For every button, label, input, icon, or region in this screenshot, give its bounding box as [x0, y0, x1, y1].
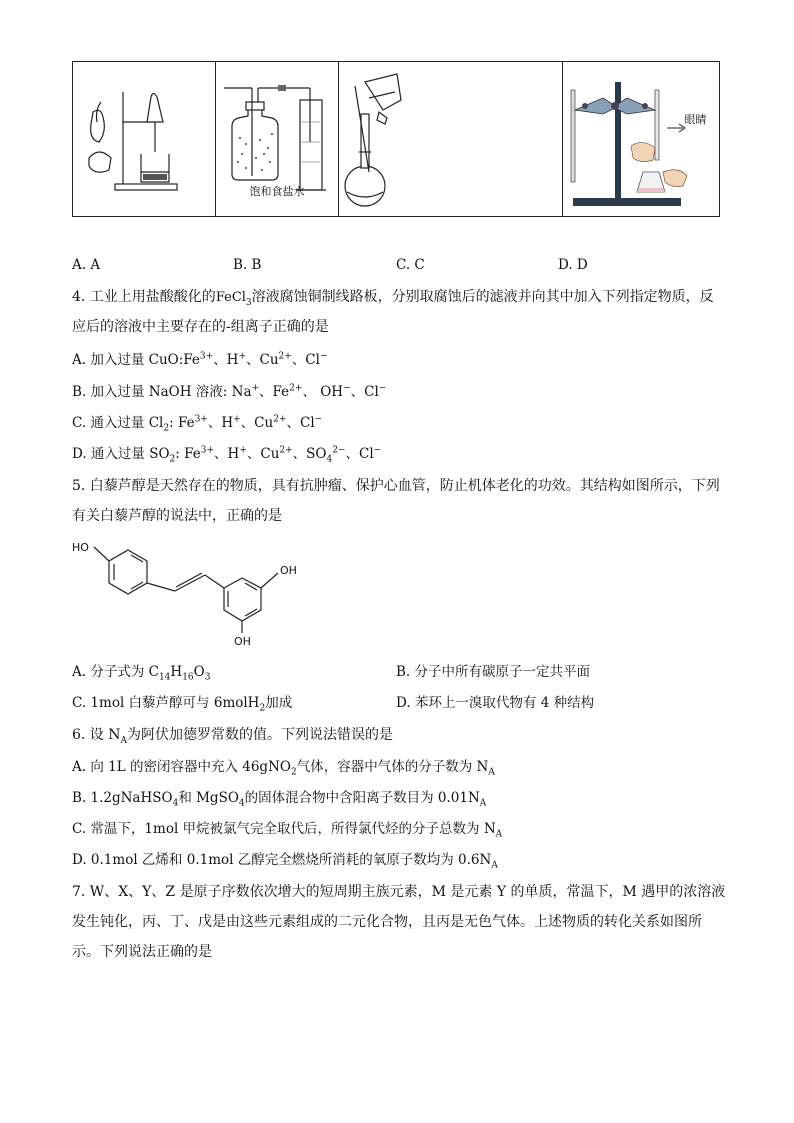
figure-cell-a [73, 62, 216, 216]
titration-stand-image [563, 62, 720, 216]
q7-stem-line2: 发生钝化，丙、丁、戊是由这些元素组成的二元化合物，且丙是无色气体。上述物质的转化关系如图所 [72, 914, 702, 930]
q3-option-a[interactable]: A. A [72, 257, 101, 273]
structure-ho-label: HO [72, 541, 89, 554]
structure-oh-label-2: OH [234, 635, 251, 648]
q4-option-d[interactable]: D. 通入过量 $SO_2$: $Fe^{3+}$、H+、$Cu^{2+}$、$SO_4^{2-}$、Cl− [72, 445, 382, 465]
q5-option-c[interactable]: C. 1mol 白藜芦醇可与 6molH$_2$加成 [72, 695, 293, 714]
structure-oh-label-1: OH [280, 564, 297, 577]
q4-option-b[interactable]: B. 加入过量 NaOH 溶液: Na+、$Fe^{2+}$、 OH−、Cl− [72, 383, 387, 400]
q4-option-c[interactable]: C. 通入过量 $Cl_2$: $Fe^{3+}$、H+、$Cu^{2+}$、Cl− [72, 414, 323, 434]
q5-stem-line1: 5. 白藜芦醇是天然存在的物质，具有抗肿瘤、保护心血管，防止机体老化的功效。其结构如图所示，下列 [72, 478, 720, 494]
q4-option-a[interactable]: A. 加入过量 $CuO:Fe^{3+}$、H+、$Cu^{2+}$、Cl− [72, 351, 328, 368]
q3-option-d[interactable]: D. D [558, 257, 588, 273]
q5-option-a[interactable]: A. 分子式为 $C_{14}H_{16}O_3$ [72, 664, 211, 683]
q5-option-b[interactable]: B. 分子中所有碳原子一定共平面 [396, 664, 591, 680]
eye-caption: 眼睛 [684, 113, 707, 126]
resveratrol-structure-image [70, 535, 320, 650]
q4-stem-line2: 应后的溶液中主要存在的-组离子正确的是 [72, 319, 329, 335]
q5-stem-line2: 有关白藜芦醇的说法中，正确的是 [72, 508, 282, 524]
q5-option-d[interactable]: D. 苯环上一溴取代物有 4 种结构 [396, 695, 595, 711]
q7-stem-line1: 7. W、X、Y、Z 是原子序数依次增大的短周期主族元素，M 是元素 Y 的单质，常温下，M 遇甲的浓溶液 [72, 884, 726, 900]
q6-stem: 6. 设 $N_A$为阿伏加德罗常数的值。下列说法错误的是 [72, 727, 394, 746]
apparatus-figure-table [72, 61, 720, 217]
q7-stem-line3: 示。下列说法正确的是 [72, 944, 212, 960]
figure-cell-d [563, 62, 720, 216]
q3-option-b[interactable]: B. B [233, 257, 262, 273]
q3-option-c[interactable]: C. C [396, 257, 425, 273]
volumetric-flask-image [339, 62, 562, 216]
q6-option-b[interactable]: B. 1.2gNaHSO$_4$和 MgSO$_4$的固体混合物中含阳离子数目为 $0.01N_A$ [72, 790, 487, 809]
saturated-brine-caption: 饱和食盐水 [249, 185, 305, 198]
q6-option-a[interactable]: A. 向 1L 的密闭容器中充入 46gNO$_2$气体，容器中气体的分子数为 $N_A$ [72, 759, 495, 778]
separatory-funnel-apparatus-image [73, 62, 216, 216]
q6-option-c[interactable]: C. 常温下，1mol 甲烷被氯气完全取代后，所得氯代烃的分子总数为 $N_A$ [72, 821, 503, 840]
figure-cell-c [339, 62, 562, 216]
q4-stem-line1: 4. 工业上用盐酸酸化的FeCl$_3$溶液腐蚀铜制线路板，分别取腐蚀后的滤液并向其中加入下列指定物质，反 [72, 289, 714, 308]
figure-cell-b [216, 62, 340, 216]
q6-option-d[interactable]: D. 0.1mol 乙烯和 0.1mol 乙醇完全燃烧所消耗的氧原子数均为 $0.6N_A$ [72, 852, 498, 871]
